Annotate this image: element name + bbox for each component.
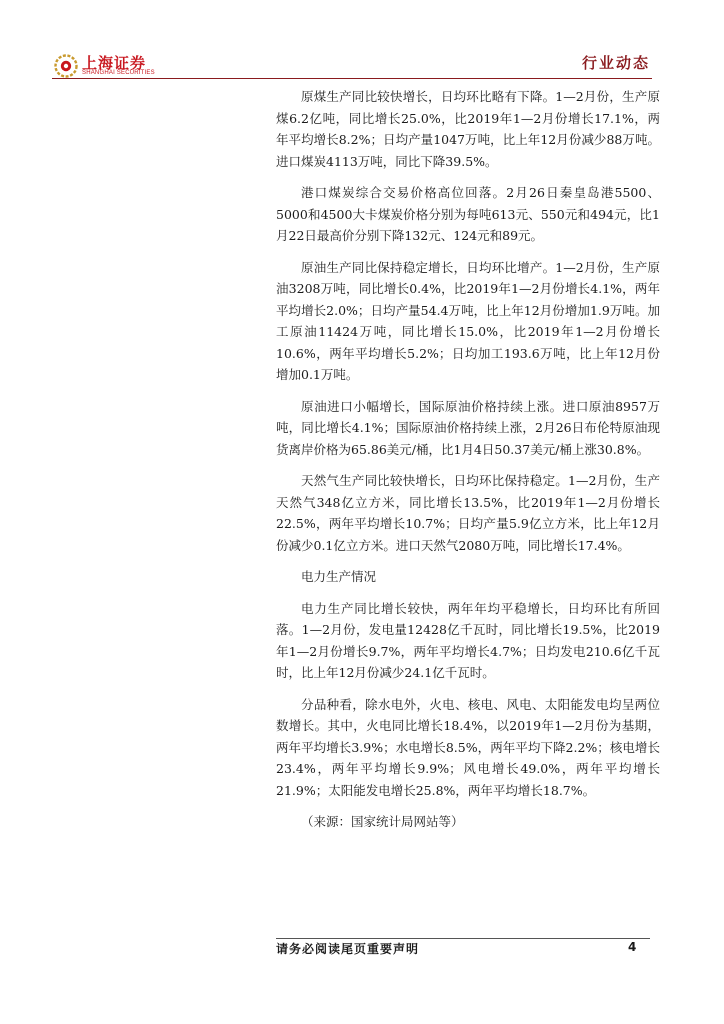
section-title: 行业动态	[581, 54, 650, 72]
paragraph-coal-production: 原煤生产同比较快增长，日均环比略有下降。1—2月份，生产原煤6.2亿吨，同比增长25.0%，比2019年1—2月份增长17.1%，两年平均增长8.2%；日均产量1047万吨，比上年12月份减少88万吨。进口煤炭4113万吨，同比下降39.5%。	[276, 89, 660, 169]
logo-english-name: SHANGHAI SECURITIES	[82, 70, 155, 76]
paragraph-coal-price: 港口煤炭综合交易价格高位回落。2月26日秦皇岛港5500、5000和4500大卡煤炭价格分别为每吨613元、550元和494元，比1月22日最高价分别下降132元、124元和89元。	[276, 185, 660, 243]
logo-chinese-name: 上海证券	[82, 54, 147, 72]
paragraph-crude-production: 原油生产同比保持稳定增长，日均环比增产。1—2月份，生产原油3208万吨，同比增长0.4%，比2019年1—2月份增长4.1%，两年平均增长2.0%；日均产量54.4万吨，比上年12月份增加1.9万吨。加工原油11424万吨，同比增长15.0%，比2019年1—2月份增长10.6%，两年平均增长5.2%；日均加工193.6万吨，比上年12月份增加0.1万吨。	[276, 259, 660, 382]
subheading-power-production: 电力生产情况	[301, 569, 377, 584]
page-number: 4	[628, 940, 637, 954]
paragraph-crude-import: 原油进口小幅增长，国际原油价格持续上涨。进口原油8957万吨，同比增长4.1%；国际原油价格持续上涨，2月26日布伦特原油现货离岸价格为65.86美元/桶，比1月4日50.37美元/桶上涨30.8%。	[276, 398, 660, 457]
logo-emblem-icon	[54, 54, 78, 78]
source-note: （来源：国家统计局网站等）	[301, 814, 464, 829]
paragraph-natural-gas: 天然气生产同比较快增长，日均环比保持稳定。1—2月份，生产天然气348亿立方米，同比增长13.5%，比2019年1—2月份增长22.5%，两年平均增长10.7%；日均产量5.9亿立方米，比上年12月份减少0.1亿立方米。进口天然气2080万吨，同比增长17.4%。	[276, 473, 660, 553]
paragraph-power-by-type: 分品种看，除水电外，火电、核电、风电、太阳能发电均呈两位数增长。其中，火电同比增长18.4%，以2019年1—2月份为基期，两年平均增长3.9%；水电增长8.5%，两年平均下降2.2%；核电增长23.4%，两年平均增长9.9%；风电增长49.0%，两年平均增长21.9%；太阳能发电增长25.8%，两年平均增长18.7%。	[276, 696, 660, 798]
report-body	[276, 86, 660, 843]
company-logo	[52, 50, 192, 80]
footer-divider	[276, 938, 650, 939]
page-header	[52, 44, 652, 78]
disclaimer-note: 请务必阅读尾页重要声明	[276, 942, 420, 956]
paragraph-power-production: 电力生产同比增长较快，两年年均平稳增长，日均环比有所回落。1—2月份，发电量12428亿千瓦时，同比增长19.5%，比2019年1—2月份增长9.7%，两年平均增长4.7%；日均发电210.6亿千瓦时，比上年12月份减少24.1亿千瓦时。	[276, 600, 660, 680]
header-divider	[52, 78, 652, 79]
